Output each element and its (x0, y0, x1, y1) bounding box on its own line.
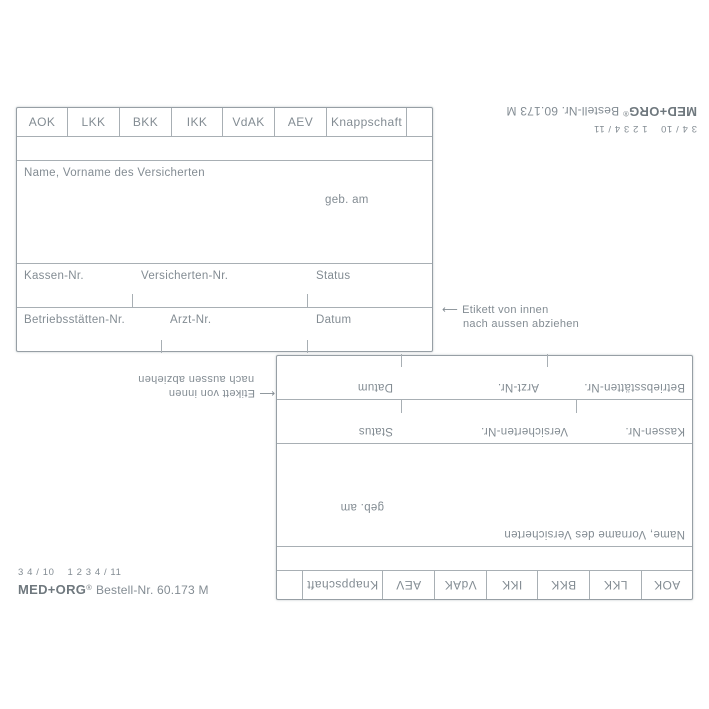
arzt-nr-field (162, 308, 308, 353)
brand-line (18, 582, 210, 597)
header-cell-aev: AEV (275, 108, 327, 136)
datum-label: Datum (316, 314, 352, 326)
name-section (17, 161, 432, 264)
header-cell-bkk: BKK (537, 571, 589, 599)
betriebsstaetten-nr-field (17, 308, 162, 353)
blank-strip (277, 546, 692, 570)
field-divider-tick (547, 354, 548, 367)
left-arrow-icon: ⟵ (259, 387, 276, 399)
peel-instruction-text1: Etikett von innen (462, 304, 549, 316)
peel-instruction-note (442, 303, 579, 331)
field-divider-tick (576, 400, 577, 413)
status-field (277, 400, 401, 443)
peel-instruction-line1 (138, 386, 275, 400)
blank-strip (17, 137, 432, 161)
birth-date-label: geb. am (340, 501, 384, 513)
versicherten-nr-label: Versicherten-Nr. (480, 425, 568, 437)
insurance-label-rotated (276, 355, 693, 600)
arzt-row (17, 308, 432, 353)
betriebsstaetten-nr-label: Betriebsstätten-Nr. (584, 381, 685, 393)
header-cell-empty (277, 571, 302, 599)
name-field-label: Name, Vorname des Versicherten (504, 528, 685, 540)
field-divider-tick (401, 354, 402, 367)
brand-logo: MED+ORG (628, 104, 697, 119)
datum-field (277, 354, 401, 399)
status-label: Status (358, 425, 393, 437)
kassen-row (277, 399, 692, 443)
header-cell-aev: AEV (382, 571, 434, 599)
header-cell-lkk: LKK (68, 108, 120, 136)
field-divider-tick (307, 294, 308, 307)
field-divider-tick (161, 340, 162, 353)
kassen-header-row (277, 570, 692, 599)
peel-instruction-note-rotated (138, 372, 275, 400)
header-cell-aok: AOK (641, 571, 692, 599)
kassen-nr-field (576, 400, 692, 443)
peel-instruction-text1: Etikett von innen (168, 387, 256, 399)
order-info (18, 567, 210, 597)
kassen-header-row (17, 108, 432, 137)
header-cell-vdak: VdAK (223, 108, 275, 136)
header-cell-knappschaft: Knappschaft (302, 571, 382, 599)
arzt-nr-label: Arzt-Nr. (497, 381, 539, 393)
status-field (308, 264, 432, 307)
status-label: Status (316, 270, 351, 282)
header-cell-knappschaft: Knappschaft (327, 108, 407, 136)
header-cell-vdak: VdAK (434, 571, 486, 599)
header-cell-empty (407, 108, 432, 136)
kassen-nr-label: Kassen-Nr. (24, 270, 84, 282)
peel-instruction-line2: nach aussen abziehen (463, 318, 580, 330)
perforation-codes: 3 4 / 10 1 2 3 4 / 11 (593, 123, 697, 134)
order-number: Bestell-Nr. 60.173 M (95, 583, 209, 597)
arzt-nr-label: Arzt-Nr. (170, 314, 212, 326)
header-cell-ikk: IKK (172, 108, 223, 136)
peel-instruction-line1 (442, 303, 579, 317)
order-info-rotated (505, 104, 697, 134)
header-cell-lkk: LKK (589, 571, 641, 599)
brand-logo: MED+ORG (18, 582, 87, 597)
header-cell-aok: AOK (17, 108, 68, 136)
betriebsstaetten-nr-field (547, 354, 692, 399)
perforation-codes: 3 4 / 10 1 2 3 4 / 11 (18, 567, 122, 578)
insurance-label (16, 107, 433, 352)
datum-field (308, 308, 432, 353)
arzt-nr-field (401, 354, 547, 399)
versicherten-nr-field (133, 264, 308, 307)
left-arrow-icon: ⟵ (442, 304, 459, 316)
kassen-nr-field (17, 264, 133, 307)
header-cell-bkk: BKK (120, 108, 172, 136)
kassen-row (17, 264, 432, 308)
order-number: Bestell-Nr. 60.173 M (506, 104, 620, 118)
kassen-nr-label: Kassen-Nr. (625, 425, 685, 437)
registered-mark-icon: ® (623, 109, 629, 118)
registered-mark-icon: ® (86, 583, 92, 592)
arzt-row (277, 354, 692, 399)
field-divider-tick (401, 400, 402, 413)
betriebsstaetten-nr-label: Betriebsstätten-Nr. (24, 314, 125, 326)
field-divider-tick (132, 294, 133, 307)
birth-date-label: geb. am (325, 194, 369, 206)
peel-instruction-line2: nach aussen abziehen (138, 373, 255, 385)
name-section (277, 443, 692, 546)
name-field-label: Name, Vorname des Versicherten (24, 167, 205, 179)
header-cell-ikk: IKK (486, 571, 537, 599)
brand-line (505, 104, 697, 119)
field-divider-tick (307, 340, 308, 353)
versicherten-nr-field (401, 400, 576, 443)
datum-label: Datum (357, 381, 393, 393)
versicherten-nr-label: Versicherten-Nr. (141, 270, 229, 282)
